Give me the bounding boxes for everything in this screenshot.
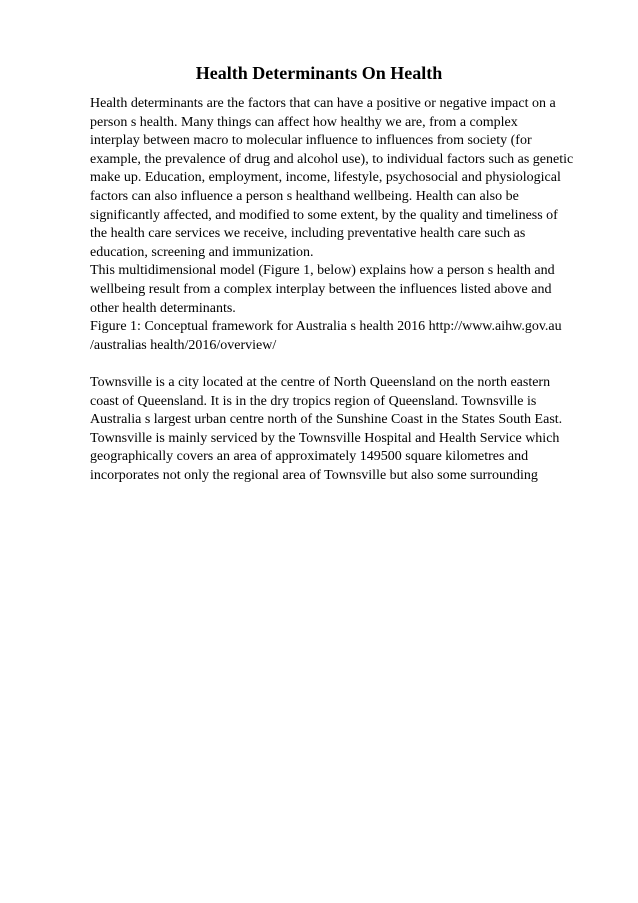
document-title: Health Determinants On Health	[195, 63, 443, 83]
figure-caption	[90, 318, 610, 355]
text-line: the health care services we receive, including preventative health care such as	[90, 226, 526, 242]
text-line: make up. Education, employment, income, lifestyle, psychosocial and physiological	[90, 170, 561, 186]
text-line: person s health. Many things can affect how healthy we are, from a complex	[90, 114, 518, 130]
text-line: education, screening and immunization.	[90, 244, 314, 260]
paragraph-multidimensional-model	[90, 262, 610, 318]
caption-line: /australias health/2016/overview/	[90, 337, 277, 353]
text-line: wellbeing result from a complex interplay between the influences listed above and	[90, 281, 552, 297]
text-line: Townsville is a city located at the centre of North Queensland on the north eastern	[90, 374, 551, 390]
paragraph-townsville	[90, 374, 610, 486]
text-line: This multidimensional model (Figure 1, below) explains how a person s health and	[90, 263, 555, 279]
text-line: factors can also influence a person s healthand wellbeing. Health can also be	[90, 188, 519, 204]
caption-line: Figure 1: Conceptual framework for Australia s health 2016 http://www.aihw.gov.au	[90, 319, 562, 335]
text-line: incorporates not only the regional area of Townsville but also some surrounding	[90, 467, 538, 483]
paragraph-spacer	[90, 355, 610, 374]
text-line: significantly affected, and modified to some extent, by the quality and timeliness of	[90, 207, 558, 223]
text-line: Health determinants are the factors that can have a positive or negative impact on a	[90, 96, 556, 111]
text-line: geographically covers an area of approximately 149500 square kilometres and	[90, 449, 529, 465]
document-body	[90, 95, 610, 485]
text-line: coast of Queensland. It is in the dry tropics region of Queensland. Townsville is	[90, 393, 537, 409]
text-line: Townsville is mainly serviced by the Townsville Hospital and Health Service which	[90, 430, 560, 446]
paragraph-health-determinants	[90, 95, 610, 262]
text-line: other health determinants.	[90, 300, 236, 316]
text-line: interplay between macro to molecular influence to influences from society (for	[90, 133, 532, 149]
text-line: Australia s largest urban centre north of the Sunshine Coast in the States South East.	[90, 412, 563, 428]
text-line: example, the prevalence of drug and alcohol use), to individual factors such as genetic	[90, 151, 574, 167]
